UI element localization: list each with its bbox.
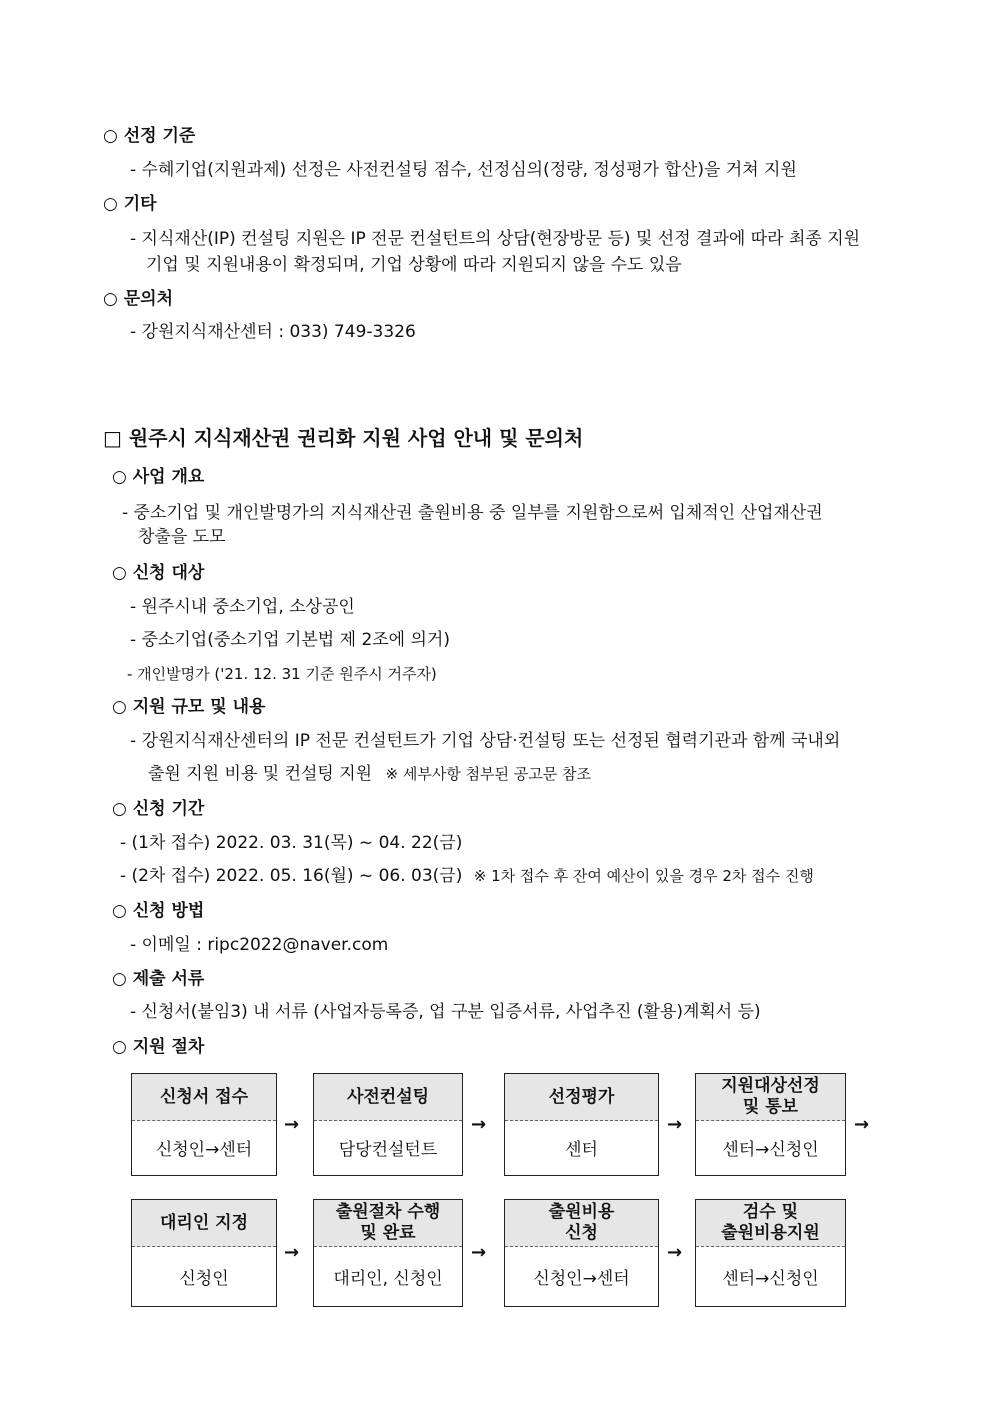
target-item-1: - 원주시내 중소기업, 소상공인 [130, 597, 355, 617]
scope-heading: ○ 지원 규모 및 내용 [112, 697, 266, 717]
process-step-title: 선정평가 [505, 1074, 658, 1121]
process-step-2 [313, 1073, 463, 1176]
docs-item: - 신청서(붙임3) 내 서류 (사업자등록증, 업 구분 입증서류, 사업추진 (활용)계획서 등) [130, 1002, 761, 1022]
target-heading: ○ 신청 대상 [112, 563, 205, 583]
overview-item-line1: - 중소기업 및 개인발명가의 지식재산권 출원비용 중 일부를 지원함으로써 입체적인 산업재산권 [122, 503, 823, 523]
process-step-title: 대리인 지정 [132, 1200, 276, 1247]
overview-heading: ○ 사업 개요 [112, 467, 205, 487]
process-step-who: 센터 [565, 1140, 598, 1160]
arrow-icon: → [471, 1114, 487, 1135]
etc-item-line2: 기업 및 지원내용이 확정되며, 기업 상황에 따라 지원되지 않을 수도 있음 [146, 255, 682, 275]
process-step-6 [313, 1199, 463, 1307]
arrow-icon: → [284, 1114, 300, 1135]
process-step-who: 센터→신청인 [722, 1268, 819, 1289]
arrow-icon: → [854, 1114, 870, 1135]
etc-item-line1: - 지식재산(IP) 컨설팅 지원은 IP 전문 컨설턴트의 상담(현장방문 등) 및 선정 결과에 따라 최종 지원 [130, 229, 861, 249]
process-heading: ○ 지원 절차 [112, 1037, 205, 1057]
target-item-2: - 중소기업(중소기업 기본법 제 2조에 의거) [130, 630, 450, 650]
arrow-icon: → [667, 1242, 683, 1263]
section-title: □ 원주시 지식재산권 권리화 지원 사업 안내 및 문의처 [103, 426, 584, 450]
process-step-who: 신청인 [179, 1268, 229, 1289]
process-step-title: 지원대상선정 및 통보 [696, 1074, 845, 1121]
method-heading: ○ 신청 방법 [112, 901, 205, 921]
scope-item-text: 출원 지원 비용 및 컨설팅 지원 [148, 764, 373, 784]
process-step-5 [131, 1199, 277, 1307]
scope-item-line1: - 강원지식재산센터의 IP 전문 컨설턴트가 기업 상담·컨설팅 또는 선정된 협력기관과 함께 국내외 [130, 731, 841, 751]
arrow-icon: → [471, 1242, 487, 1263]
contact-heading: ○ 문의처 [103, 289, 174, 309]
contact-item: - 강원지식재산센터 : 033) 749-3326 [130, 322, 416, 342]
docs-heading: ○ 제출 서류 [112, 969, 205, 989]
period-item-1: - (1차 접수) 2022. 03. 31(목) ~ 04. 22(금) [120, 833, 463, 853]
process-step-title: 신청서 접수 [132, 1074, 276, 1121]
process-step-who: 센터→신청인 [722, 1140, 819, 1160]
process-step-7 [504, 1199, 659, 1307]
overview-item-line2: 창출을 도모 [138, 527, 226, 547]
process-step-title: 사전컨설팅 [314, 1074, 462, 1121]
process-step-8 [695, 1199, 846, 1307]
etc-heading: ○ 기타 [103, 194, 157, 214]
method-item: - 이메일 : ripc2022@naver.com [130, 935, 389, 955]
criteria-heading: ○ 선정 기준 [103, 126, 196, 146]
process-step-3 [504, 1073, 659, 1176]
process-step-who: 대리인, 신청인 [333, 1268, 443, 1289]
period-heading: ○ 신청 기간 [112, 799, 205, 819]
process-step-title: 출원비용 신청 [505, 1200, 658, 1247]
scope-note: ※ 세부사항 첨부된 공고문 참조 [385, 765, 592, 783]
process-step-title: 출원절차 수행 및 완료 [314, 1200, 462, 1247]
period-item-2: - (2차 접수) 2022. 05. 16(월) ~ 06. 03(금) [120, 866, 463, 886]
process-step-4 [695, 1073, 846, 1176]
arrow-icon: → [667, 1114, 683, 1135]
target-item-3: - 개인발명가 ('21. 12. 31 기준 원주시 거주자) [127, 665, 437, 683]
period-note: ※ 1차 접수 후 잔여 예산이 있을 경우 2차 접수 진행 [473, 867, 814, 885]
arrow-icon: → [284, 1242, 300, 1263]
process-step-who: 신청인→센터 [155, 1140, 253, 1160]
process-step-1 [131, 1073, 277, 1176]
criteria-item: - 수혜기업(지원과제) 선정은 사전컨설팅 점수, 선정심의(정량, 정성평가 합산)을 거쳐 지원 [130, 160, 797, 180]
scope-item-line2 [148, 762, 591, 786]
period-item-2-row [120, 864, 814, 888]
process-step-who: 담당컨설턴트 [338, 1140, 438, 1160]
process-step-title: 검수 및 출원비용지원 [696, 1200, 845, 1247]
process-step-who: 신청인→센터 [533, 1268, 630, 1289]
